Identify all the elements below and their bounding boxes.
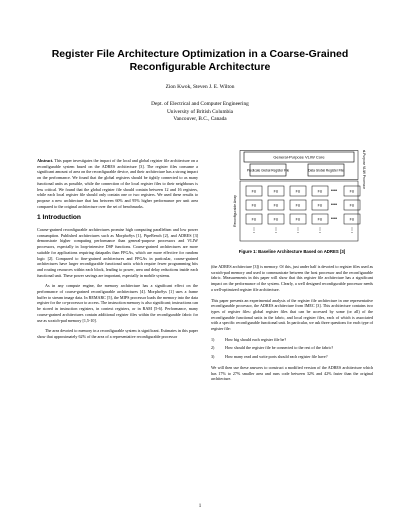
right-paragraph-2: This paper presents an experimental analysis of the register file architecture in one representative reconfigurable processor, the ADRES architecture from IMEC [3]. This architecture contains two types of register files: global register files that can be accessed by some (or all) of the reconfigurable functional units in the fabric, and local register files, each of which is associated with a specific reconfigurable functional unit. In particular, we ask three questions for each type of register file:: [211, 297, 373, 332]
data-register-file-label: Data Global Register File: [308, 168, 344, 173]
left-column: [37, 158, 198, 345]
ellipsis-dots: •••: [330, 216, 338, 223]
functional-unit-label: FU: [349, 203, 355, 208]
ellipsis-dots: ⋮: [317, 228, 323, 234]
ellipsis-dots: •••: [330, 188, 338, 195]
ellipsis-dots: ⋮: [349, 228, 355, 234]
authors: Zion Kwok, Steven J. E. Wilton: [165, 84, 235, 90]
functional-unit-label: FU: [273, 189, 279, 194]
question-item: 2) How should the register file be connected to the rest of the fabric?: [211, 345, 334, 351]
affiliation: [0, 101, 400, 124]
section-heading-introduction: 1 Introduction: [37, 214, 81, 222]
functional-unit-label: FU: [295, 203, 301, 208]
ellipsis-dots: •••: [330, 202, 338, 209]
functional-unit-grid: [246, 186, 360, 234]
functional-unit-label: FU: [251, 217, 257, 222]
functional-unit-label: FU: [349, 217, 355, 222]
vliw-processor-side-label: General-Purpose VLIW Processor: [362, 150, 366, 190]
reconfigurable-array-side-label: Reconfigurable Array: [233, 195, 237, 227]
functional-unit-label: FU: [295, 189, 301, 194]
right-paragraph-3: We will then use these answers to construct a modified version of the ADRES architecture which has 17% to 27% smaller area and runs code between 32% and 42% faster than the original architecture.: [211, 364, 373, 382]
architecture-diagram: [232, 150, 367, 242]
question-item: 1) How big should each register file be?: [211, 336, 287, 342]
intro-paragraph-1: Coarse-grained reconfigurable architectures promise high computing parallelism and low power consumption. Published architectures such as MorphoSys [1], PipeRench [2], and ADRES [3] demonstrate higher computing performance than general-purpose processors and VLIW processors, especially in loop-intensive DSP functions. Coarse-grained architectures are more suitable for applications requiring datapaths than FPGAs, which are more effective for random logic [2]. Compared to fine-grained architectures and FPGAs in particular, coarse-grained architectures have larger reconfigurable functional units which require fewer programming bits and routing resources within each block, leading to power, area and delay reductions inside each functional unit. These power savings are important, especially in mobile systems.: [37, 227, 198, 278]
title-line-1: Register File Architecture Optimization in a Coarse-Grained: [51, 48, 349, 60]
right-paragraph-1: (the ADRES architecture [3]) is memory. Of this, just under half is devoted to register files used as scratch-pad memory and used to communicate between the host processor and the reconfigurable fabric. Measurements in this paper will show that this register file architecture has a significant impact on the performance of the system. Clearly, a well designed reconfigurable processor needs a well-optimized register file architecture.: [211, 264, 373, 292]
intro-paragraph-2: As in any compute engine, the memory architecture has a significant effect on the performance of coarse-grained reconfigurable architectures [4]. MorphoSys [1] uses a frame buffer to stream image data. In REMARC [5], the MIPS processor loads the memory into the data register for the co-processor to access. The instruction memory is also significant; instructions can be stored in instruction registers, in context registers, or in RAM [5-6]. Performance, many coarse-grained architectures contain additional register files within the reconfigurable fabric for use as scratch-pad memory [1,5-10].: [37, 283, 198, 323]
vliw-core-label: General-Purpose VLIW Core: [273, 154, 325, 160]
right-column: [211, 264, 373, 387]
functional-unit-label: FU: [273, 217, 279, 222]
question-item: 3) How many read and write ports should each register file have?: [211, 354, 328, 360]
functional-unit-label: FU: [251, 203, 257, 208]
intro-paragraph-3: The area devoted to memory in a reconfigurable system is significant. Estimates in this paper show that approximately 62% of the area of a representative reconfigurable processor: [37, 328, 198, 339]
title-line-2: Reconfigurable Architecture: [129, 61, 271, 73]
architecture-figure: [232, 150, 367, 242]
affiliation-university: University of British Columbia: [166, 108, 234, 115]
abstract-label: Abstract.: [37, 158, 54, 163]
affiliation-location: Vancouver, B.C., Canada: [173, 116, 227, 123]
ellipsis-dots: ⋮: [295, 228, 301, 234]
functional-unit-label: FU: [273, 203, 279, 208]
abstract: [37, 158, 198, 209]
functional-unit-label: FU: [295, 217, 301, 222]
functional-unit-label: FU: [317, 203, 323, 208]
abstract-text: This paper investigates the impact of the local and global register file architecture on a reconfigurable system based on the ADRES architecture [3]. The register files consume a significant amount of area on the reconfigurable device, and their architecture has a strong impact on the performance. We found that the global registers should be tightly connected to as many functional units as possible, while the connection of the local register files to their neighbours is less critical. We found that the global register file should contain between 12 and 16 registers, while each local register file should only contain one or two registers. We used these results to propose a new architecture that has between 60% and 95% higher performance per unit area compared to the original architecture over the set of benchmarks.: [37, 158, 198, 209]
question-list: [211, 337, 373, 360]
ellipsis-dots: ⋮: [273, 228, 279, 234]
functional-unit-label: FU: [349, 189, 355, 194]
ellipsis-dots: ⋮: [251, 228, 257, 234]
affiliation-dept: Dept. of Electrical and Computer Engineering: [151, 101, 249, 107]
functional-unit-label: FU: [251, 189, 257, 194]
paper-title: [0, 48, 400, 74]
functional-unit-label: FU: [317, 189, 323, 194]
predicate-register-file-label: Predicate Global Register File: [246, 168, 290, 173]
functional-unit-label: FU: [317, 217, 323, 222]
page-number: 1: [198, 504, 202, 509]
figure-caption: Figure 1: Baseline Architecture Based on ADRES [3]: [238, 249, 346, 254]
